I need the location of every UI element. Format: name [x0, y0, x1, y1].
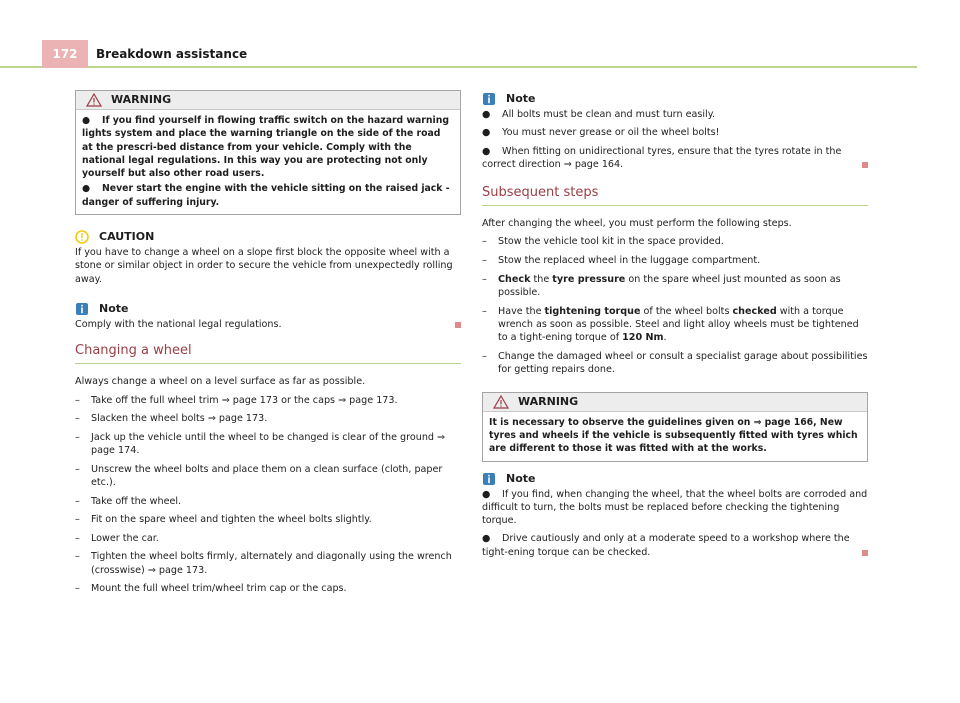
step-item: – Take off the wheel. — [75, 495, 461, 508]
page-number: 172 — [42, 40, 88, 68]
step-item: – Lower the car. — [75, 532, 461, 545]
note-item-text: You must never grease or oil the wheel bolts! — [502, 127, 720, 139]
end-mark — [455, 322, 461, 328]
warning-paragraph: ● If you find yourself in flowing traffic switch on the hazard warning lights system and place the warning triangle on the side of the road at the prescri-bed distance from your vehicle. Comply with the national legal regulations. In this way you are protecting not only yourself but also other road users. — [82, 115, 449, 180]
step-item — [482, 305, 868, 345]
note-block — [482, 90, 868, 171]
warning-header — [483, 393, 867, 412]
changing-wheel-steps — [75, 394, 461, 596]
subsequent-steps-list — [482, 235, 868, 376]
note-title: Note — [506, 471, 536, 485]
note-item: ● If you find, when changing the wheel, that the wheel bolts are corroded and difficult to turn, the bolts must be replaced before checking the tightening torque. — [482, 488, 868, 527]
warning-box — [75, 90, 461, 215]
section-title-subsequent-steps: Subsequent steps — [482, 184, 868, 206]
section-title-changing-wheel: Changing a wheel — [75, 342, 461, 364]
step-bold: 120 Nm — [622, 332, 664, 344]
step-item: – Stow the replaced wheel in the luggage compartment. — [482, 254, 868, 267]
caution-text: If you have to change a wheel on a slope first block the opposite wheel with a stone or similar object in order to secure the vehicle from unexpectedly rolling away. — [75, 247, 453, 285]
warning-body — [483, 412, 867, 461]
step-item: – Mount the full wheel trim/wheel trim cap or the caps. — [75, 582, 461, 595]
warning-box — [482, 392, 868, 462]
step-text: the — [530, 273, 553, 285]
note-item-text: If you find, when changing the wheel, that the wheel bolts are corroded and difficult to turn, the bolts must be replaced before checking the tightening torque. — [482, 488, 868, 527]
warning-paragraph: ● Never start the engine with the vehicle sitting on the raised jack - danger of suffering injury. — [82, 183, 450, 208]
note-header — [482, 470, 868, 488]
warning-header — [76, 91, 460, 110]
step-bold: checked — [732, 305, 777, 317]
step-item: – Tighten the wheel bolts firmly, alternately and diagonally using the wrench (crosswise) ⇒ page 173. — [75, 550, 461, 577]
step-text: Have the — [498, 305, 545, 317]
note-text-content: Comply with the national legal regulations. — [75, 318, 282, 330]
note-block — [482, 470, 868, 559]
note-block — [75, 300, 461, 331]
caution-header — [75, 228, 461, 246]
step-text: of the wheel bolts — [640, 305, 733, 317]
section-intro: After changing the wheel, you must perform the following steps. — [482, 218, 792, 230]
step-item: – Take off the full wheel trim ⇒ page 173 or the caps ⇒ page 173. — [75, 394, 461, 407]
step-bold: tyre pressure — [552, 273, 626, 285]
step-text: with a torque wrench as soon as possible. Steel and light alloy wheels must be tightened to a tight-ening torque of — [498, 305, 859, 344]
note-item-text: When fitting on unidirectional tyres, ensure that the tyres rotate in the correct direction ⇒ page 164. — [482, 145, 842, 170]
note-item: ● All bolts must be clean and must turn easily. — [482, 109, 716, 120]
step-item: – Stow the vehicle tool kit in the space provided. — [482, 235, 868, 248]
note-item: ● You must never grease or oil the wheel bolts! — [482, 127, 720, 139]
warning-text-1: If you find yourself in flowing traffic switch on the hazard warning lights system and place the warning triangle on the side of the road at the prescri-bed distance from your vehicle. Comply with the national legal regulations. In this way you are protecting not only yourself but also other road users. — [82, 115, 449, 180]
warning-title: WARNING — [518, 394, 579, 408]
section-intro: Always change a wheel on a level surface as far as possible. — [75, 376, 366, 388]
step-text: on the spare wheel just mounted as soon as possible. — [498, 273, 841, 298]
end-mark — [862, 162, 868, 168]
step-item — [482, 273, 868, 300]
note-title: Note — [99, 302, 129, 316]
note-item: ● When fitting on unidirectional tyres, ensure that the tyres rotate in the correct direction ⇒ page 164. — [482, 145, 868, 172]
info-icon — [482, 472, 496, 486]
left-column — [75, 90, 461, 601]
chapter-title: Breakdown assistance — [96, 47, 248, 61]
note-item-text: All bolts must be clean and must turn easily. — [502, 109, 716, 120]
step-text: . — [663, 332, 667, 344]
warning-triangle-icon — [493, 395, 509, 409]
note-header — [482, 90, 868, 108]
right-column — [482, 90, 868, 564]
warning-triangle-icon — [86, 93, 102, 107]
info-icon — [75, 302, 89, 316]
info-icon — [482, 92, 496, 106]
step-item: – Jack up the vehicle until the wheel to be changed is clear of the ground ⇒ page 174. — [75, 431, 461, 458]
note-header — [75, 300, 461, 318]
step-bold: tightening torque — [544, 305, 641, 317]
step-item: – Slacken the wheel bolts ⇒ page 173. — [75, 412, 461, 425]
warning-body — [76, 110, 460, 214]
caution-icon — [75, 230, 89, 244]
end-mark — [862, 550, 868, 556]
caution-block — [75, 228, 461, 286]
note-text — [75, 318, 461, 331]
note-title: Note — [506, 92, 536, 106]
step-bold: Check — [498, 273, 531, 285]
warning-text-2: Never start the engine with the vehicle sitting on the raised jack - danger of suffering injury. — [82, 183, 450, 208]
step-item: – Change the damaged wheel or consult a specialist garage about possibilities for getting repairs done. — [482, 350, 868, 377]
caution-title: CAUTION — [99, 230, 155, 244]
warning-title: WARNING — [111, 93, 172, 107]
step-item: – Unscrew the wheel bolts and place them on a clean surface (cloth, paper etc.). — [75, 463, 461, 490]
warning-text: It is necessary to observe the guidelines given on ⇒ page 166, New tyres and wheels if the vehicle is subsequently fitted with tyres which are different to those it was fitted with at the works. — [489, 416, 858, 455]
note-item: ● Drive cautiously and only at a moderate speed to a workshop where the tight-ening torque can be checked. — [482, 532, 868, 559]
note-item-text: Drive cautiously and only at a moderate speed to a workshop where the tight-ening torque can be checked. — [482, 533, 850, 558]
step-item: – Fit on the spare wheel and tighten the wheel bolts slightly. — [75, 513, 461, 526]
